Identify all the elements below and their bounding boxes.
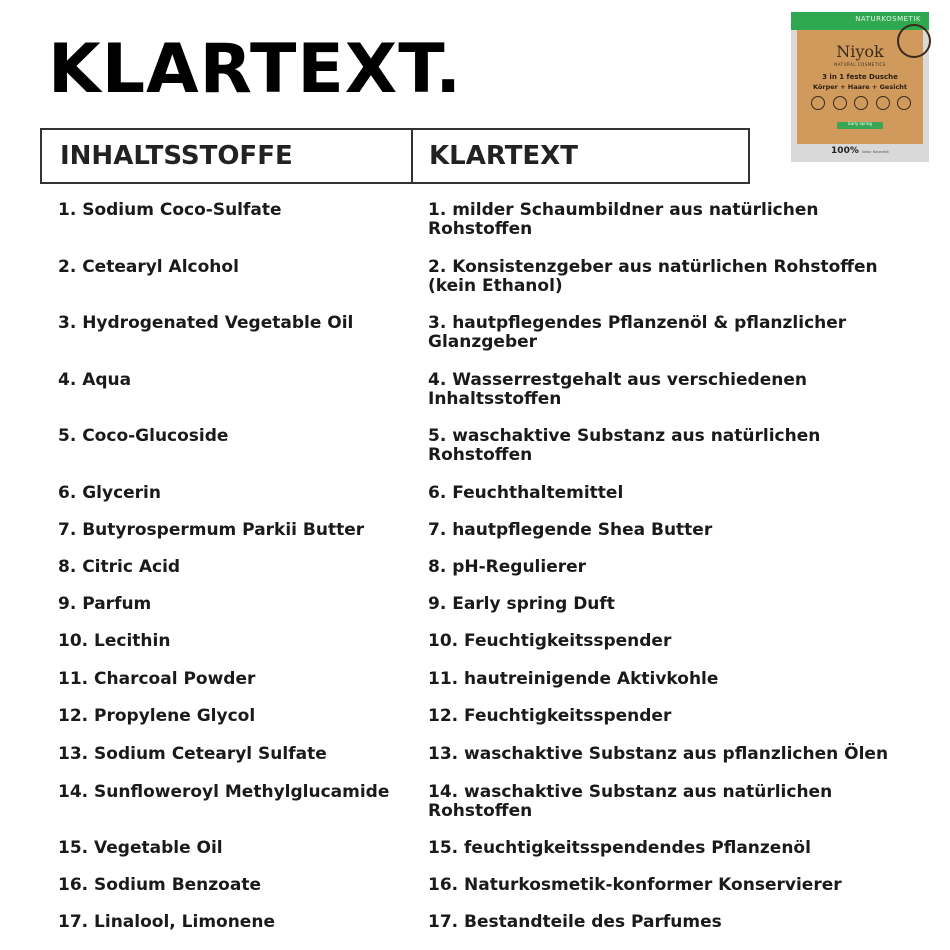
ingredient-cell: 15. Vegetable Oil <box>58 838 223 858</box>
explanation-cell: 2. Konsistenzgeber aus natürlichen Rohstoffen (kein Ethanol) <box>428 257 878 296</box>
ingredient-cell: 1. Sodium Coco-Sulfate <box>58 200 282 220</box>
badge-icon <box>897 96 911 110</box>
product-line-1: 3 in 1 feste Dusche <box>822 73 898 81</box>
table-header <box>40 128 750 184</box>
explanation-cell: 3. hautpflegendes Pflanzenöl & pflanzlicher Glanzgeber <box>428 313 847 352</box>
explanation-cell: 12. Feuchtigkeitsspender <box>428 706 672 726</box>
explanation-cell: 17. Bestandteile des Parfumes <box>428 912 722 932</box>
ingredient-cell: 12. Propylene Glycol <box>58 706 256 726</box>
explanation-cell: 15. feuchtigkeitsspendendes Pflanzenöl <box>428 838 811 858</box>
product-scent-strip <box>837 122 883 129</box>
ingredient-cell: 2. Cetearyl Alcohol <box>58 257 239 277</box>
ingredient-cell: 11. Charcoal Powder <box>58 669 256 689</box>
ingredient-cell: 8. Citric Acid <box>58 557 181 577</box>
explanation-cell: 8. pH-Regulierer <box>428 557 587 577</box>
ingredient-cell: 13. Sodium Cetearyl Sulfate <box>58 744 327 764</box>
ingredient-cell: 14. Sunfloweroyl Methylglucamide <box>58 782 390 802</box>
ingredient-cell: 9. Parfum <box>58 594 152 614</box>
ingredient-cell: 3. Hydrogenated Vegetable Oil <box>58 313 354 333</box>
product-bottom-text: 100% <box>831 146 859 156</box>
ingredient-cell: 17. Linalool, Limonene <box>58 912 275 932</box>
explanation-cell: 14. waschaktive Substanz aus natürlichen Rohstoffen <box>428 782 833 821</box>
ingredient-cell: 7. Butyrospermum Parkii Butter <box>58 520 365 540</box>
explanation-cell: 7. hautpflegende Shea Butter <box>428 520 713 540</box>
explanation-cell: 5. waschaktive Substanz aus natürlichen Rohstoffen <box>428 426 821 465</box>
badge-icon <box>854 96 868 110</box>
explanation-cell: 10. Feuchtigkeitsspender <box>428 631 672 651</box>
explanation-cell: 1. milder Schaumbildner aus natürlichen Rohstoffen <box>428 200 819 239</box>
explanation-cell: 6. Feuchthaltemittel <box>428 483 624 503</box>
column-header-ingredients: INHALTSSTOFFE <box>42 130 413 182</box>
ingredient-cell: 10. Lecithin <box>58 631 171 651</box>
product-line-2: Körper + Haare + Gesicht <box>812 83 908 91</box>
product-top-label: NATURKOSMETIK <box>855 15 921 23</box>
explanation-cell: 4. Wasserrestgehalt aus verschiedenen Inhaltsstoffen <box>428 370 807 409</box>
product-bottom-sub: Natur Kosmetik <box>862 150 889 154</box>
product-bottom-label <box>791 146 929 156</box>
explanation-cell: 11. hautreinigende Aktivkohle <box>428 669 719 689</box>
ingredient-cell: 4. Aqua <box>58 370 132 390</box>
ingredient-cell: 6. Glycerin <box>58 483 161 503</box>
page-title: KLARTEXT. <box>48 30 463 109</box>
explanation-cell: 13. waschaktive Substanz aus pflanzlichen Ölen <box>428 744 889 764</box>
ingredient-cell: 5. Coco-Glucoside <box>58 426 229 446</box>
badge-icon <box>833 96 847 110</box>
product-subtitle: NATURAL COSMETICS <box>834 62 886 67</box>
product-image <box>791 12 929 162</box>
product-brand: Niyok <box>836 42 884 61</box>
product-box-front <box>797 30 923 144</box>
ingredient-cell: 16. Sodium Benzoate <box>58 875 261 895</box>
explanation-cell: 9. Early spring Duft <box>428 594 615 614</box>
badge-icon <box>811 96 825 110</box>
product-icons <box>811 96 911 112</box>
badge-icon <box>876 96 890 110</box>
explanation-cell: 16. Naturkosmetik-konformer Konservierer <box>428 875 842 895</box>
column-header-klartext: KLARTEXT <box>429 141 578 171</box>
product-scent-label: Early spring <box>848 121 872 126</box>
